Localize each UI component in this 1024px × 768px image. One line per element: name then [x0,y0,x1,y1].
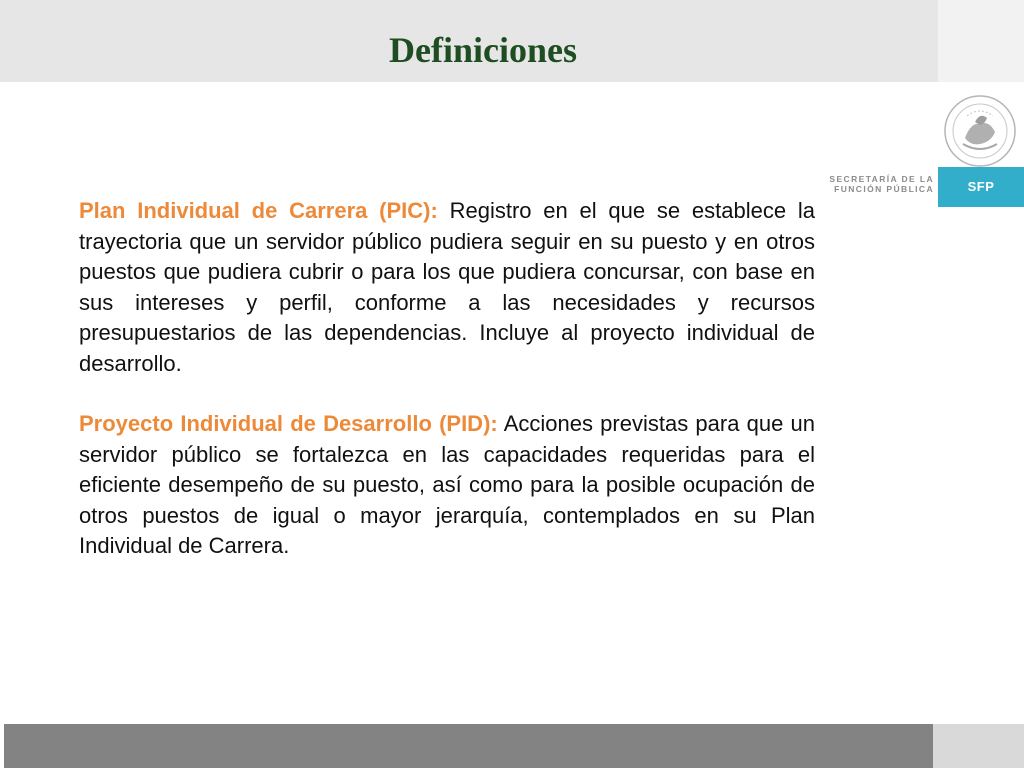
definition-term: Proyecto Individual de Desarrollo (PID): [79,411,498,436]
definition-term: Plan Individual de Carrera (PIC): [79,198,438,223]
seal-text: ESTADOS UNIDOS MEXICANOS [942,93,958,94]
sfp-logo-box [938,167,1024,207]
definition-pid [79,409,815,562]
agency-line-2: FUNCIÓN PÚBLICA [834,184,934,194]
footer-right-bar [933,724,1024,768]
definitions-content [79,196,815,592]
footer-bar [4,724,933,768]
agency-name [822,174,934,194]
mexico-seal-logo [941,92,1019,170]
definition-pic [79,196,815,379]
definition-text: Registro en el que se establece la trayectoria que un servidor público pudiera seguir en su puesto y en otros puestos que pudiera cubrir o para los que pudiera concursar, con base en sus intereses y perfil, conforme a las necesidades y recursos presupuestarios de las dependencias. Incluye al proyecto individual de desarrollo. [79,198,815,376]
agency-line-1: SECRETARÍA DE LA [829,174,934,184]
slide-title: Definiciones [389,30,577,70]
definition-text: Acciones previstas para que un servidor público se fortalezca en las capacidades requeridas para el eficiente desempeño de su puesto, así como para la posible ocupación de otros puestos de igual o mayor jerarquía, contemplados en su Plan Individual de Carrera. [79,411,815,558]
right-band-top [938,0,1024,82]
sfp-acronym: SFP [967,179,995,194]
